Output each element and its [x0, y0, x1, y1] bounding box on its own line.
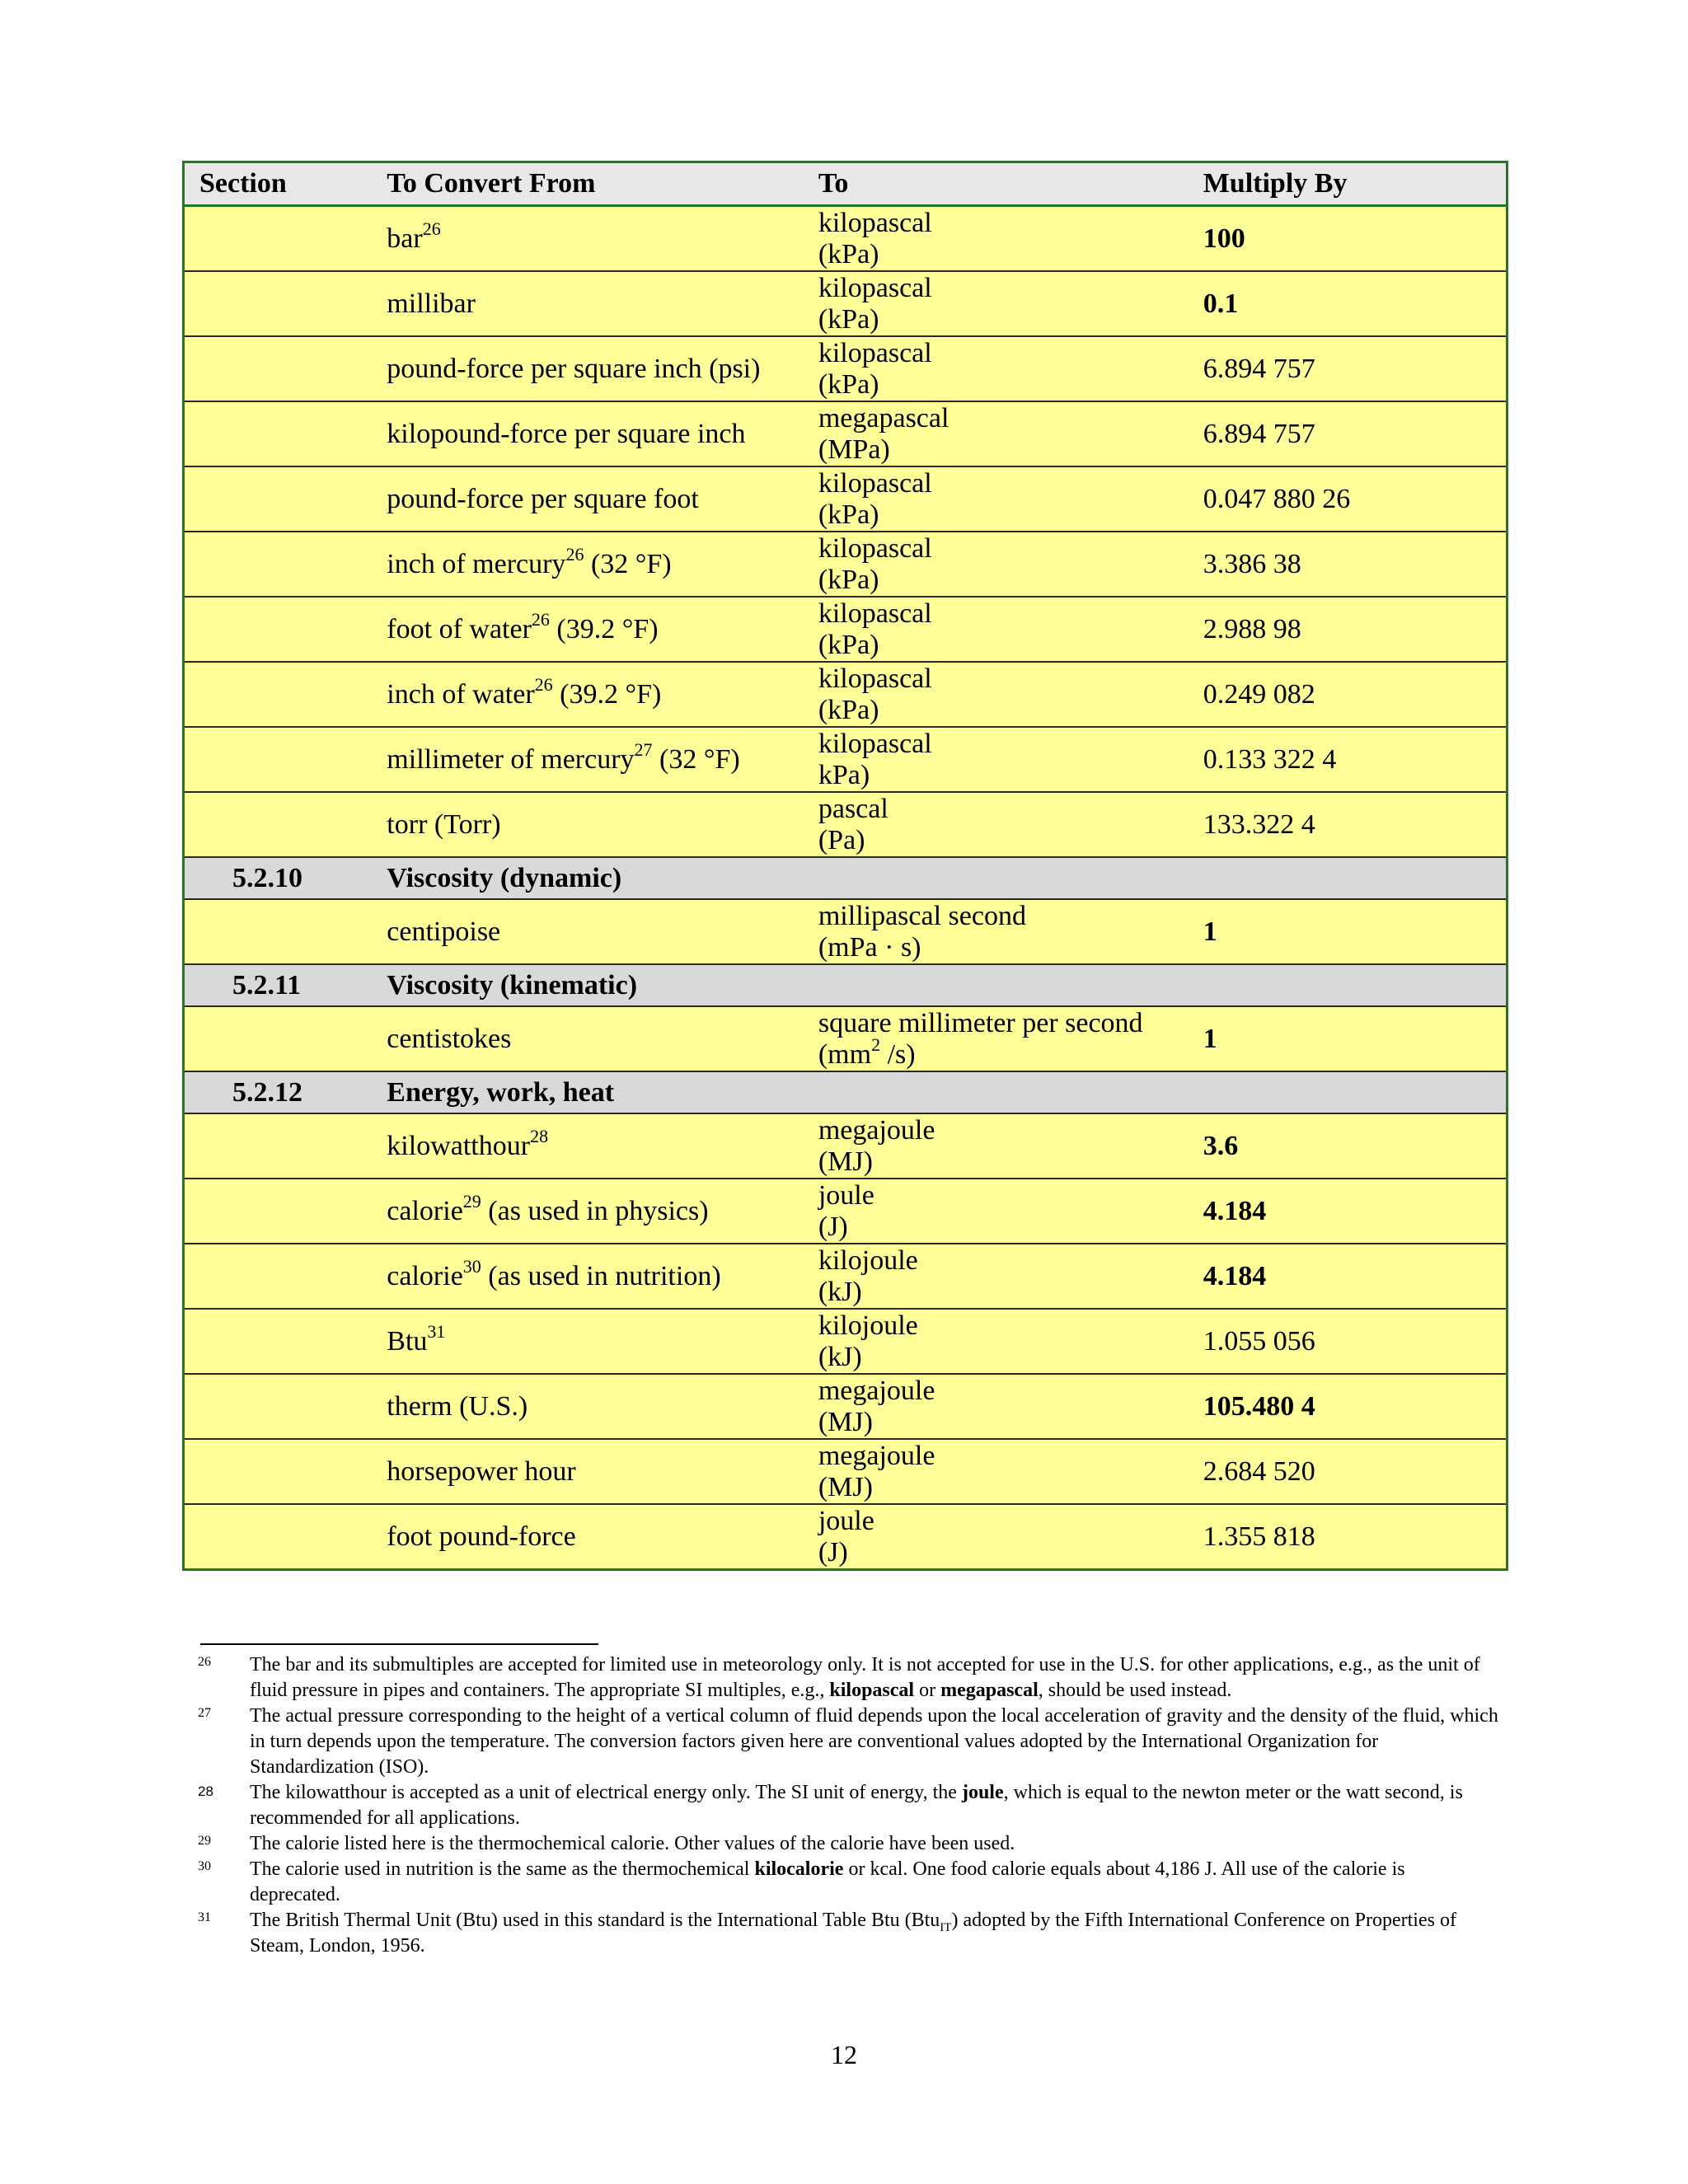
section-cell — [184, 1006, 387, 1071]
header-section: Section — [184, 162, 387, 206]
unit-from-qualifier: (39.2 °F) — [549, 613, 659, 644]
unit-from: bar — [387, 223, 423, 254]
section-cell — [184, 336, 387, 401]
section-empty-cell — [1203, 964, 1507, 1006]
unit-to-symbol: (kPa) — [818, 238, 879, 269]
unit-to-symbol: (kPa) — [818, 303, 879, 335]
section-cell — [184, 1179, 387, 1244]
unit-to-name: kilojoule — [818, 1244, 918, 1276]
footnote-emphasis: joule — [961, 1782, 1004, 1803]
unit-to-symbol-line — [818, 239, 1203, 270]
convert-to-cell — [818, 1374, 1203, 1439]
convert-from-cell — [387, 1244, 818, 1309]
footnote-text-part: , which is equal to the newton meter or the watt second, is recommended for all applications. — [250, 1782, 1463, 1829]
multiply-by-cell: 4.184 — [1203, 1179, 1507, 1244]
convert-from-cell — [387, 1309, 818, 1374]
unit-to-symbol: (MPa) — [818, 434, 890, 465]
unit-to-symbol-line — [818, 499, 1203, 531]
table-row — [184, 1504, 1507, 1570]
unit-to-symbol-line — [818, 1277, 1203, 1308]
convert-from-cell — [387, 532, 818, 597]
footnote-text-part: The calorie used in nutrition is the same as the thermochemical — [250, 1858, 755, 1880]
unit-to-symbol-line — [818, 369, 1203, 401]
table-row — [184, 532, 1507, 597]
section-cell — [184, 532, 387, 597]
convert-to-cell — [818, 401, 1203, 466]
unit-to-symbol: (kPa) — [818, 694, 879, 725]
unit-from: calorie — [387, 1195, 463, 1226]
unit-from: millimeter of mercury — [387, 743, 635, 775]
multiply-by-cell: 0.133 322 4 — [1203, 727, 1507, 792]
section-cell — [184, 597, 387, 662]
multiply-by-cell: 3.386 38 — [1203, 532, 1507, 597]
convert-from-cell — [387, 336, 818, 401]
section-empty-cell — [1203, 857, 1507, 899]
unit-to-name: kilopascal — [818, 728, 932, 759]
unit-from: foot pound-force — [387, 1521, 576, 1552]
unit-to-symbol-line — [818, 1342, 1203, 1373]
unit-to-symbol-line — [818, 1212, 1203, 1243]
table-row — [184, 1374, 1507, 1439]
multiply-by-cell: 1.055 056 — [1203, 1309, 1507, 1374]
footnote — [198, 1857, 1500, 1908]
section-row — [184, 964, 1507, 1006]
section-cell — [184, 271, 387, 336]
footnote-text-part: or — [914, 1680, 941, 1701]
convert-to-cell — [818, 727, 1203, 792]
convert-from-cell — [387, 401, 818, 466]
table-row — [184, 336, 1507, 401]
unit-to-symbol-line — [818, 630, 1203, 661]
unit-to-name: megajoule — [818, 1440, 935, 1471]
section-row — [184, 857, 1507, 899]
section-number: 5.2.12 — [184, 1071, 387, 1113]
convert-to-cell — [818, 1179, 1203, 1244]
unit-to-name: kilopascal — [818, 272, 932, 303]
unit-to-symbol-line — [818, 1472, 1203, 1503]
section-cell — [184, 662, 387, 727]
unit-from-qualifier: (as used in nutrition) — [481, 1260, 721, 1291]
footnote-text-part: The calorie listed here is the thermochemical calorie. Other values of the calorie have been used. — [250, 1833, 1015, 1854]
footnote-number: 29 — [198, 1834, 211, 1848]
footnote — [198, 1652, 1500, 1704]
convert-from-cell — [387, 206, 818, 272]
header-multiply-by: Multiply By — [1203, 162, 1507, 206]
table-row — [184, 1439, 1507, 1504]
unit-to-symbol: (kJ) — [818, 1341, 862, 1372]
unit-from: centipoise — [387, 916, 501, 947]
section-empty-cell — [818, 857, 1203, 899]
convert-to-cell — [818, 792, 1203, 857]
convert-from-cell — [387, 899, 818, 964]
table-row — [184, 792, 1507, 857]
convert-to-cell — [818, 1006, 1203, 1071]
convert-to-cell — [818, 532, 1203, 597]
footnote-number: 30 — [198, 1859, 211, 1873]
footnote-text — [250, 1858, 1405, 1905]
unit-from: Btu — [387, 1325, 428, 1357]
multiply-by-cell: 0.1 — [1203, 271, 1507, 336]
unit-to-name: megapascal — [818, 402, 950, 434]
header-to: To — [818, 162, 1203, 206]
multiply-by-cell: 105.480 4 — [1203, 1374, 1507, 1439]
footnote-text — [250, 1833, 1015, 1854]
unit-to-symbol: (kPa) — [818, 564, 879, 595]
unit-to-name: megajoule — [818, 1375, 935, 1406]
convert-from-cell — [387, 1439, 818, 1504]
convert-from-cell — [387, 597, 818, 662]
unit-to-symbol: (kPa) — [818, 368, 879, 400]
footnote-ref: 29 — [462, 1191, 481, 1212]
section-number: 5.2.10 — [184, 857, 387, 899]
footnote-ref: 26 — [422, 218, 441, 240]
convert-from-cell — [387, 792, 818, 857]
footnote-ref: 30 — [462, 1256, 481, 1277]
table-row — [184, 206, 1507, 272]
section-cell — [184, 1374, 387, 1439]
unit-to-name: kilojoule — [818, 1310, 918, 1341]
table-row — [184, 662, 1507, 727]
multiply-by-cell: 1 — [1203, 1006, 1507, 1071]
unit-to-symbol-rest: /s) — [880, 1038, 916, 1070]
unit-from: kilowatthour — [387, 1130, 531, 1161]
footnote-ref: 26 — [565, 544, 584, 565]
unit-to-symbol: (kPa) — [818, 629, 879, 660]
multiply-by-cell: 1.355 818 — [1203, 1504, 1507, 1570]
table-header-row — [184, 162, 1507, 206]
table-row — [184, 597, 1507, 662]
footnote-number: 27 — [198, 1706, 211, 1720]
unit-to-symbol-line — [818, 825, 1203, 856]
unit-to-symbol: (J) — [818, 1211, 848, 1242]
unit-to-symbol-line — [818, 1034, 1203, 1071]
unit-from: centistokes — [387, 1023, 512, 1054]
section-cell — [184, 1113, 387, 1179]
multiply-by-cell: 0.249 082 — [1203, 662, 1507, 727]
footnote — [198, 1908, 1500, 1959]
convert-from-cell — [387, 466, 818, 532]
section-title: Energy, work, heat — [387, 1071, 818, 1113]
unit-to-name: kilopascal — [818, 337, 932, 368]
footnote-text-part: , should be used instead. — [1038, 1680, 1232, 1701]
table-body — [184, 206, 1507, 1570]
unit-to-symbol-line — [818, 565, 1203, 596]
section-empty-cell — [818, 1071, 1203, 1113]
convert-from-cell — [387, 1006, 818, 1071]
footnote-ref: 31 — [427, 1321, 446, 1343]
section-number: 5.2.11 — [184, 964, 387, 1006]
section-empty-cell — [818, 964, 1203, 1006]
footnote — [198, 1704, 1500, 1780]
table-row — [184, 401, 1507, 466]
section-title: Viscosity (dynamic) — [387, 857, 818, 899]
footnote-emphasis: megapascal — [940, 1680, 1039, 1701]
convert-from-cell — [387, 1374, 818, 1439]
convert-from-cell — [387, 727, 818, 792]
multiply-by-cell: 4.184 — [1203, 1244, 1507, 1309]
convert-to-cell — [818, 1439, 1203, 1504]
footnote-text-part: The kilowatthour is accepted as a unit of electrical energy only. The SI unit of energy, the — [250, 1782, 962, 1803]
conversion-table — [182, 161, 1508, 1571]
convert-from-cell — [387, 271, 818, 336]
unit-to-symbol: (MJ) — [818, 1471, 873, 1502]
table-row — [184, 1113, 1507, 1179]
convert-to-cell — [818, 466, 1203, 532]
section-cell — [184, 401, 387, 466]
footnote-ref: 28 — [530, 1126, 549, 1147]
multiply-by-cell: 1 — [1203, 899, 1507, 964]
footnote-ref: 27 — [634, 739, 653, 761]
unit-from: horsepower hour — [387, 1455, 576, 1487]
convert-to-cell — [818, 1113, 1203, 1179]
unit-to-symbol: (MJ) — [818, 1406, 873, 1437]
footnote-number: 26 — [198, 1655, 211, 1669]
unit-to-name: kilopascal — [818, 467, 932, 499]
table-row — [184, 1244, 1507, 1309]
unit-to-symbol-line — [818, 304, 1203, 335]
multiply-by-cell: 133.322 4 — [1203, 792, 1507, 857]
unit-from: millibar — [387, 288, 476, 319]
unit-from: kilopound-force per square inch — [387, 418, 746, 449]
convert-to-cell — [818, 271, 1203, 336]
footnote-number: 31 — [198, 1910, 211, 1924]
header-convert-from: To Convert From — [387, 162, 818, 206]
unit-to-symbol: (J) — [818, 1536, 848, 1568]
section-cell — [184, 1439, 387, 1504]
section-cell — [184, 1504, 387, 1570]
footnote-text — [250, 1910, 1456, 1957]
unit-from-qualifier: (39.2 °F) — [552, 678, 662, 710]
table-row — [184, 271, 1507, 336]
table-row — [184, 466, 1507, 532]
convert-to-cell — [818, 662, 1203, 727]
table-row — [184, 727, 1507, 792]
unit-to-name: kilopascal — [818, 598, 932, 629]
footnote — [198, 1831, 1500, 1857]
unit-to-name: millipascal second — [818, 900, 1026, 931]
unit-from-qualifier: (as used in physics) — [481, 1195, 709, 1226]
table-row — [184, 1006, 1507, 1071]
footnote-text-part: The actual pressure corresponding to the height of a vertical column of fluid depends upon the local acceleration of gravity and the density of the fluid, which in turn depends upon the temperature. The conversion factors given here are conventional values adopted by the International Organization for Standardization (ISO). — [250, 1705, 1498, 1778]
multiply-by-cell: 3.6 — [1203, 1113, 1507, 1179]
table-row — [184, 1309, 1507, 1374]
table-row — [184, 1179, 1507, 1244]
convert-from-cell — [387, 662, 818, 727]
unit-from: therm (U.S.) — [387, 1390, 528, 1422]
unit-to-symbol: (kJ) — [818, 1276, 862, 1307]
convert-to-cell — [818, 336, 1203, 401]
unit-from: torr (Torr) — [387, 808, 501, 840]
convert-from-cell — [387, 1179, 818, 1244]
table-row — [184, 899, 1507, 964]
footnote — [198, 1780, 1500, 1831]
multiply-by-cell: 6.894 757 — [1203, 336, 1507, 401]
section-cell — [184, 1309, 387, 1374]
unit-from: foot of water — [387, 613, 532, 644]
unit-to-symbol-line — [818, 1537, 1203, 1568]
footnote-text-part: The bar and its submultiples are accepted for limited use in meteorology only. It is not accepted for use in the U.S. for other applications, e.g., as the unit of fluid pressure in pipes and containers. The appropriate SI multiples, e.g., — [250, 1654, 1480, 1701]
section-title: Viscosity (kinematic) — [387, 964, 818, 1006]
unit-to-symbol-line — [818, 695, 1203, 726]
multiply-by-cell: 100 — [1203, 206, 1507, 272]
convert-to-cell — [818, 597, 1203, 662]
section-row — [184, 1071, 1507, 1113]
convert-from-cell — [387, 1113, 818, 1179]
unit-to-symbol: (mPa · s) — [818, 931, 921, 963]
multiply-by-cell: 6.894 757 — [1203, 401, 1507, 466]
footnote-text — [250, 1654, 1480, 1701]
unit-to-symbol-line — [818, 1407, 1203, 1438]
multiply-by-cell: 0.047 880 26 — [1203, 466, 1507, 532]
multiply-by-cell: 2.988 98 — [1203, 597, 1507, 662]
convert-to-cell — [818, 1309, 1203, 1374]
unit-to-symbol: (kPa) — [818, 499, 879, 530]
footnote-text-part: or kcal. One food calorie equals about 4,186 J. All use of the calorie is deprecated. — [250, 1858, 1405, 1905]
unit-to-name: joule — [818, 1505, 874, 1536]
unit-to-symbol: (mm — [818, 1038, 872, 1070]
footnote-number: 28 — [198, 1783, 213, 1799]
unit-to-name: kilopascal — [818, 532, 932, 564]
unit-to-symbol-line — [818, 932, 1203, 963]
footnote-text — [250, 1705, 1498, 1778]
section-cell — [184, 899, 387, 964]
section-cell — [184, 1244, 387, 1309]
convert-to-cell — [818, 1244, 1203, 1309]
multiply-by-cell: 2.684 520 — [1203, 1439, 1507, 1504]
unit-to-symbol-line — [818, 1146, 1203, 1178]
footnote-emphasis: kilocalorie — [754, 1858, 844, 1880]
unit-to-symbol-line — [818, 760, 1203, 791]
unit-from: pound-force per square inch (psi) — [387, 353, 761, 384]
unit-from-qualifier: (32 °F) — [652, 743, 740, 775]
unit-to-name: pascal — [818, 793, 889, 824]
convert-from-cell — [387, 1504, 818, 1570]
footnotes — [198, 1652, 1500, 1959]
unit-from: inch of mercury — [387, 548, 566, 579]
footnote-ref: 26 — [534, 674, 553, 696]
unit-to-name: square millimeter per second — [818, 1007, 1143, 1038]
footnote-ref: 26 — [531, 609, 550, 630]
footnote-emphasis: kilopascal — [829, 1680, 915, 1701]
unit-from-qualifier: (32 °F) — [584, 548, 672, 579]
footnote-text-part: ) adopted by the Fifth International Conference on Properties of Steam, London, 1956. — [250, 1910, 1456, 1957]
unit-to-symbol: (Pa) — [818, 824, 865, 855]
unit-to-name: megajoule — [818, 1114, 935, 1146]
page-number: 12 — [831, 2040, 857, 2069]
unit-to-name: joule — [818, 1179, 874, 1211]
unit-exponent: 2 — [871, 1034, 881, 1056]
unit-to-symbol: kPa) — [818, 759, 870, 790]
unit-to-symbol-line — [818, 434, 1203, 466]
unit-from: inch of water — [387, 678, 535, 710]
footnote-text-part: The British Thermal Unit (Btu) used in this standard is the International Table Btu (Btu — [250, 1910, 940, 1931]
unit-from: pound-force per square foot — [387, 483, 699, 514]
convert-to-cell — [818, 1504, 1203, 1570]
convert-to-cell — [818, 206, 1203, 272]
footnote-text — [250, 1782, 1463, 1829]
section-cell — [184, 727, 387, 792]
section-cell — [184, 792, 387, 857]
footnote-subscript: IT — [940, 1920, 952, 1934]
section-empty-cell — [1203, 1071, 1507, 1113]
unit-to-symbol: (MJ) — [818, 1146, 873, 1177]
unit-to-name: kilopascal — [818, 207, 932, 238]
unit-from: calorie — [387, 1260, 463, 1291]
footnote-separator — [200, 1643, 598, 1645]
unit-to-name: kilopascal — [818, 663, 932, 694]
section-cell — [184, 466, 387, 532]
section-cell — [184, 206, 387, 272]
convert-to-cell — [818, 899, 1203, 964]
